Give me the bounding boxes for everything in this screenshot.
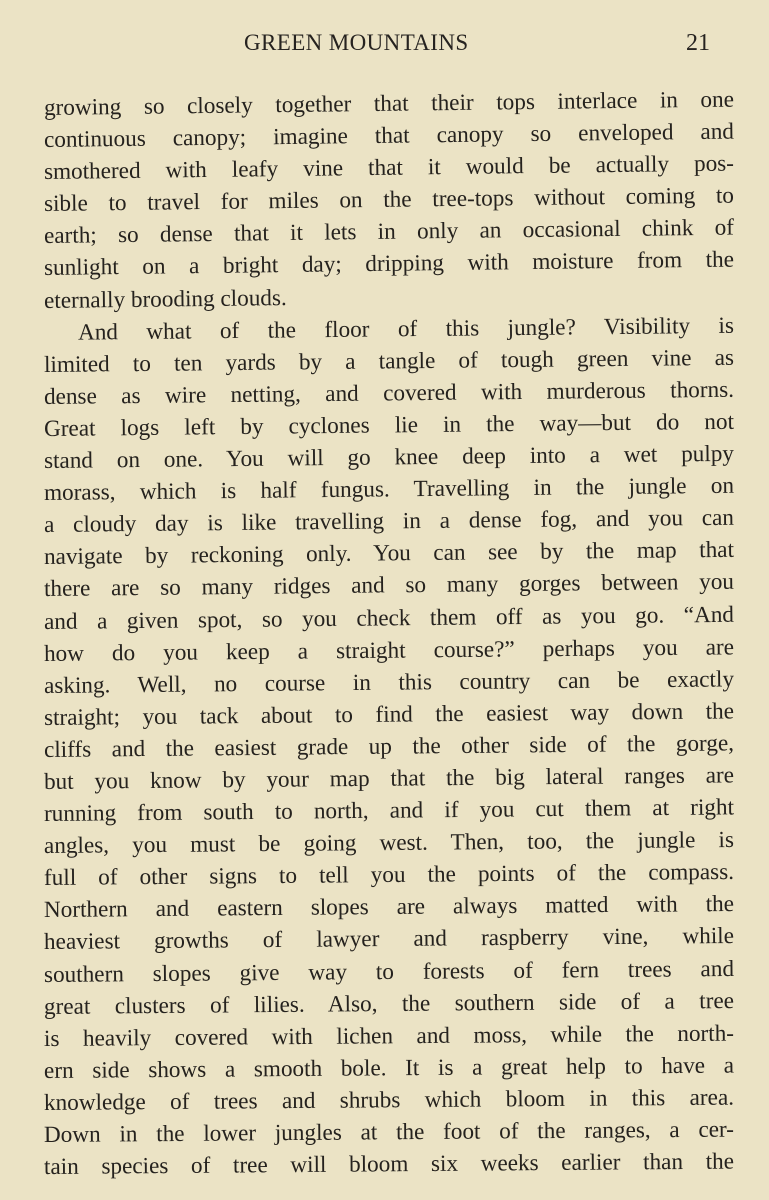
text-line: heaviest growths of lawyer and raspberry vine, while (43, 923, 735, 956)
text-line: knowledge of trees and shrubs which bloom in this area. (43, 1084, 735, 1116)
text-line: how do you keep a straight course?” perhaps you are (43, 633, 735, 667)
text-line: navigate by reckoning only. You can see by the map that (43, 537, 735, 571)
text-line: Northern and eastern slopes are always matted with the (43, 891, 735, 924)
text-line: running from south to north, and if you cut them at right (43, 794, 735, 828)
text-line: stand on one. You will go knee deep into a wet pulpy (43, 440, 735, 475)
text-line: full of other signs to tell you the points of the compass. (43, 859, 735, 892)
text-line: growing so closely together that their tops interlace in one (43, 86, 735, 121)
text-line: limited to ten yards by a tangle of tough green vine as (43, 344, 735, 378)
page-number: 21 (686, 30, 710, 56)
text-line: angles, you must be going west. Then, too, the jungle is (43, 827, 735, 860)
text-line: southern slopes give way to forests of fern trees and (43, 955, 735, 988)
text-line: morass, which is half fungus. Travelling in the jungle on (43, 472, 735, 507)
text-line: straight; you tack about to find the easiest way down the (43, 698, 735, 731)
text-line: is heavily covered with lichen and moss, while the north- (43, 1020, 735, 1052)
text-line: smothered with leafy vine that it would be actually pos- (43, 150, 735, 186)
text-line: but you know by your map that the big lateral ranges are (43, 762, 735, 795)
text-line: and a given spot, so you check them off as you go. “And (43, 601, 735, 635)
text-line: sible to travel for miles on the tree-tops without coming to (43, 182, 735, 218)
text-line: asking. Well, no course in this country can be exactly (43, 666, 735, 699)
text-line: cliffs and the easiest grade up the other side of the gorge, (43, 730, 735, 763)
text-line: Down in the lower jungles at the foot of the ranges, a cer- (43, 1116, 735, 1148)
text-line: And what of the floor of this jungle? Visibility is (77, 312, 735, 346)
body-text (43, 86, 735, 1183)
text-line: there are so many ridges and so many gorges between you (43, 569, 735, 603)
text-line: a cloudy day is like travelling in a dense fog, and you can (43, 504, 735, 539)
running-head (0, 30, 769, 62)
text-line: continuous canopy; imagine that canopy so enveloped and (43, 118, 735, 154)
text-line: dense as wire netting, and covered with murderous thorns. (43, 376, 735, 410)
running-title: GREEN MOUNTAINS (244, 30, 469, 55)
text-line: sunlight on a bright day; dripping with moisture from the (43, 247, 735, 282)
text-line: earth; so dense that it lets in only an occasional chink of (43, 214, 735, 250)
text-line: great clusters of lilies. Also, the southern side of a tree (43, 987, 735, 1020)
text-line: ern side shows a smooth bole. It is a great help to have a (43, 1052, 735, 1084)
text-line: tain species of tree will bloom six weeks earlier than the (43, 1148, 735, 1181)
text-line: Great logs left by cyclones lie in the way—but do not (43, 408, 735, 442)
text-line: eternally brooding clouds. (43, 284, 287, 314)
